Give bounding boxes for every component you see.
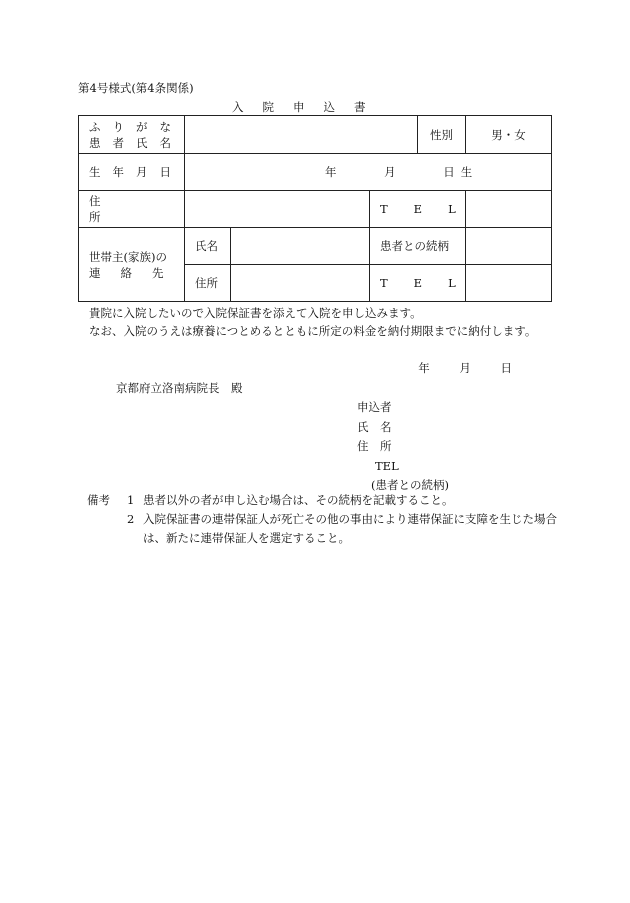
table-row-household-name bbox=[79, 228, 552, 265]
application-table bbox=[78, 115, 552, 302]
form-number: 第4号様式(第4条関係) bbox=[78, 81, 194, 95]
patient-name-field[interactable] bbox=[185, 116, 466, 154]
applicant-tel-label: TEL bbox=[375, 458, 399, 473]
note-text: 入院保証書の連帯保証人が死亡その他の事由により連帯保証に支障を生じた場合は、新たに連帯保証人を選定すること。 bbox=[143, 512, 557, 545]
table-row-address bbox=[79, 191, 552, 228]
applicant-label: 申込者 bbox=[357, 400, 392, 414]
patient-name-label-cell bbox=[79, 116, 185, 154]
note-item bbox=[87, 491, 557, 510]
relation-field[interactable] bbox=[466, 228, 552, 265]
paragraph-1: 貴院に入院したいので入院保証書を添えて入院を申し込みます。 bbox=[89, 306, 422, 320]
notes-section bbox=[87, 491, 557, 548]
applicant-block bbox=[357, 398, 449, 496]
furigana-label: ふりがな bbox=[89, 119, 183, 134]
note-item bbox=[87, 510, 557, 548]
table-row-patient-name bbox=[79, 116, 552, 154]
birthdate-label: 生年月日 bbox=[79, 154, 185, 191]
applicant-address-label: 住 所 bbox=[357, 439, 392, 453]
birthdate-field[interactable] bbox=[185, 154, 552, 191]
address-label: 住所 bbox=[79, 191, 185, 228]
applicant-relation-label: (患者との続柄) bbox=[371, 478, 449, 492]
notes-heading: 備考 bbox=[87, 493, 110, 507]
household-label-cell bbox=[79, 228, 185, 302]
name-label: 氏名 bbox=[185, 228, 231, 265]
note-number: 2 bbox=[127, 512, 135, 526]
address-field[interactable] bbox=[185, 191, 370, 228]
note-number: 1 bbox=[127, 493, 135, 507]
note-text: 患者以外の者が申し込む場合は、その続柄を記載すること。 bbox=[143, 493, 454, 507]
household-address-label: 住所 bbox=[185, 265, 231, 302]
household-address-field[interactable] bbox=[231, 265, 370, 302]
applicant-name-label: 氏 名 bbox=[357, 419, 392, 434]
relation-label: 患者との続柄 bbox=[370, 228, 466, 265]
date-line: 年 月 日 bbox=[418, 361, 512, 375]
household-name-field[interactable] bbox=[231, 228, 370, 265]
household-label-2: 連絡先 bbox=[89, 265, 184, 280]
tel-label-2: TEL bbox=[370, 265, 466, 302]
paragraph-2: なお、入院のうえは療養につとめるとともに所定の料金を納付期限までに納付します。 bbox=[89, 324, 537, 338]
patient-name-label: 患者氏名 bbox=[89, 135, 183, 150]
notes-heading-spacer bbox=[87, 510, 127, 548]
document-title: 入院申込書 bbox=[232, 100, 385, 114]
household-label-1: 世帯主(家族)の bbox=[89, 249, 167, 264]
gender-label: 性別 bbox=[430, 127, 454, 142]
table-row-birthdate bbox=[79, 154, 552, 191]
addressee: 京都府立洛南病院長 殿 bbox=[116, 381, 243, 395]
gender-field[interactable]: 男・女 bbox=[466, 116, 552, 154]
birthdate-placeholder: 年 月 日生 bbox=[325, 165, 479, 179]
tel-label: TEL bbox=[370, 191, 466, 228]
gender-label-cell bbox=[417, 116, 465, 153]
